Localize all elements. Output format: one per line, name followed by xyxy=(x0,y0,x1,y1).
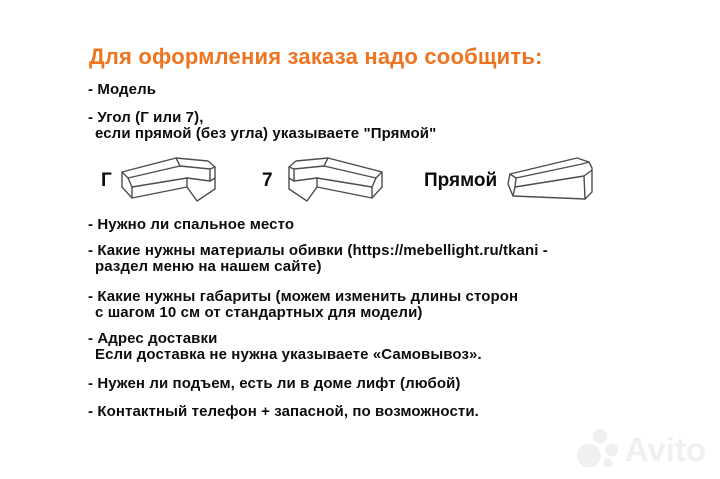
list-item-sleeping-place xyxy=(88,217,294,233)
list-item-phone xyxy=(88,404,479,420)
list-item-text: - Нужно ли спальное место xyxy=(88,216,295,233)
list-item-text: Если доставка не нужна указываете «Самовывоз». xyxy=(95,346,482,363)
list-item-text: - Какие нужны габариты (можем изменить длины сторон xyxy=(88,288,519,305)
list-item-text: - Модель xyxy=(88,81,157,98)
list-item-text: - Контактный телефон + запасной, по возможности. xyxy=(88,403,479,420)
list-item-upholstery xyxy=(88,243,548,275)
sofa-type-diagrams xyxy=(0,148,720,214)
list-item-text: - Нужен ли подъем, есть ли в доме лифт (любой) xyxy=(88,375,461,392)
list-item-delivery-address xyxy=(88,331,482,363)
list-item-model xyxy=(88,82,156,98)
corner-sofa-g-icon xyxy=(118,154,222,214)
list-item-text: - Адрес доставки xyxy=(88,330,218,347)
list-item-text: если прямой (без угла) указываете "Прямой" xyxy=(95,125,437,142)
corner-sofa-7-icon xyxy=(282,154,386,214)
avito-logo-icon xyxy=(576,428,620,472)
list-item-text: - Угол (Г или 7), xyxy=(88,109,204,126)
sofa-label-straight: Прямой xyxy=(424,170,498,191)
page-title: Для оформления заказа надо сообщить: xyxy=(89,44,543,69)
list-item-lift xyxy=(88,376,461,392)
list-item-dimensions xyxy=(88,289,518,321)
list-item-corner xyxy=(88,110,436,142)
sofa-label-g: Г xyxy=(101,170,112,191)
list-item-text: - Какие нужны материалы обивки (https://mebellight.ru/tkani - xyxy=(88,242,548,259)
avito-watermark xyxy=(576,428,706,472)
list-item-text: раздел меню на нашем сайте) xyxy=(95,258,322,275)
straight-sofa-icon xyxy=(505,152,597,210)
sofa-label-7: 7 xyxy=(262,170,273,191)
list-item-text: с шагом 10 см от стандартных для модели) xyxy=(95,304,423,321)
avito-watermark-text: Avito xyxy=(624,431,706,468)
